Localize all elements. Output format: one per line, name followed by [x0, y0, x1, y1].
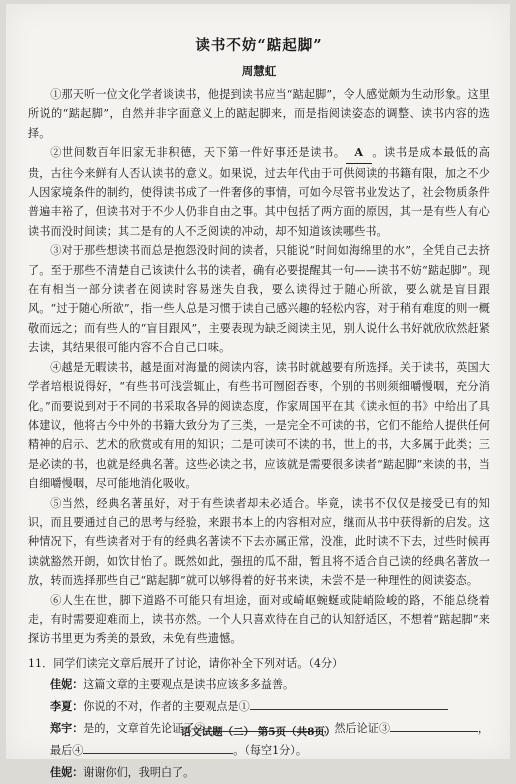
dialogue-line-1	[28, 674, 490, 696]
dialogue-line-2	[28, 696, 490, 718]
answer-blank-4[interactable]	[83, 740, 233, 754]
paragraph-5: ⑤当然，经典名著虽好，对于有些读者却未必适合。毕竟，读书不仅仅是接受已有的知识，而且要通过自己的思考与经验，来跟书本上的内容相对应，继而从书中获得新的启发。这种情况下，有些读者对于有的经典名著读不下去亦属正常，没准，此时读不下去，过些时候再读就豁然开朗，如饮甘怡了。既然如此，强扭的瓜不甜，暂且将不适合自己读的经典名著放一放，转而选择那些自己“踮起脚”就可以够得着的好书来读，未尝不是一种理性的阅读姿态。	[28, 496, 490, 588]
dialogue-line-4	[28, 740, 490, 762]
paragraph-4: ④越是无暇读书，越是面对海量的阅读内容，读书时就越要有所选择。关于读书，英国大学者培根说得好，“有些书可浅尝辄止，有些书可囫囵吞枣，个别的书则须细嚼慢咽，充分消化。”而要说到对于不同的书采取各异的阅读态度，作家周国平在其《读永恒的书》中给出了具体建议，他将古今中外的书籍大致分为了三类，一是完全不可读的书，它们不能给人提供任何精神的启示、艺术的欣赏或有用的知识；二是可读可不读的书，世上的书，大多属于此类；三是必读的书，也就是经典名著。这些必读之书，应该就是需要很多读者“踮起脚”来读的书，当自细嚼慢咽，尽可能地消化吸收。	[28, 360, 490, 491]
speaker-jiani: 佳妮：	[50, 765, 84, 779]
question-11-header: 11．同学们读完文章后展开了讨论，请你补全下列对话。（4分）	[28, 656, 344, 670]
paragraph-2-start: ②世间数百年旧家无非积德，天下第一件好事还是读书。	[50, 146, 346, 160]
dialogue-text: 这篇文章的主要观点是读书应该多多益善。	[83, 677, 295, 691]
paragraph-1: ①那天听一位文化学者谈读书，他提到读书应当“踮起脚”，令人感觉颇为生动形象。这里所说的“踮起脚”，自然并非字面意义上的踮起脚来，而是指阅读姿态的调整、读书内容的选择。	[28, 88, 490, 140]
speaker-lixia: 李夏：	[50, 699, 84, 713]
exam-page	[6, 4, 510, 779]
dialogue-text: 是的，文章首先论证了②	[83, 721, 206, 735]
dialogue-text: 。（每空1分）。	[233, 743, 307, 757]
paragraph-6: ⑥人生在世，脚下道路不可能只有坦途，面对或崎岖蜿蜒或陡峭险峻的路，不能总绕着走，有时需要迎难而上，读书亦然。一个人只喜欢待在自己的认知舒适区，不想着“踮起脚”来探访书里更为秀美的景致，未免有些遗憾。	[28, 593, 490, 646]
blank-a: A	[346, 143, 372, 163]
speaker-jiani: 佳妮：	[50, 677, 84, 691]
dialogue-text: ，然后论证③	[323, 721, 390, 735]
article-author: 周慧虹	[241, 64, 277, 78]
paragraph-2-rest: 。读书是成本最低的高贵，古往今来鲜有人否认读书的意义。如果说，过去年代由于可供阅读的书籍有限，加之不少人因家境条件的制约，使得读书成了一件奢侈的事情，可如今尽管书业发达了，社会物质条件普遍丰裕了，但读书对于不少人仍非自由之事。其中包括了两方面的原因，其一是有些人有心读书而没时间读；其二是有的人不乏阅读的冲动，却不知道该读哪些书。	[28, 146, 490, 238]
answer-blank-1[interactable]	[250, 696, 448, 710]
speaker-zhengyu: 郑宇：	[50, 721, 84, 735]
paragraph-2	[28, 143, 490, 241]
page-footer: 语文试题（二） 第5页（共8页）	[180, 726, 336, 738]
dialogue-line-5	[28, 762, 490, 784]
paragraph-3: ③对于那些想读书而总是抱怨没时间的读者，只能说“时间如海绵里的水”，全凭自己去挤了。至于那些不清楚自己该读什么书的读者，确有必要提醒其一句——读书不妨“踮起脚”。现在有相当一部分读者在阅读时容易迷失自我，要么读得过于随心所欲，要么就是盲目跟风。“过于随心所欲”，指一些人总是习惯于读自己感兴趣的轻松内容，对于稍有难度的则一概敬而远之；而有些人的“盲目跟风”，主要表现为缺乏阅读主见，别人说什么书好就欣欣然赶紧去读，其结果很可能内容不合自己口味。	[28, 244, 490, 355]
dialogue-text: ，	[477, 721, 490, 735]
dialogue-text: 你说的不对，作者的主要观点是①	[83, 699, 250, 713]
dialogue-text: 最后④	[50, 743, 84, 757]
dialogue-text: 谢谢你们，我明白了。	[83, 765, 195, 779]
article-title: 读书不妨“踮起脚”	[195, 37, 323, 54]
